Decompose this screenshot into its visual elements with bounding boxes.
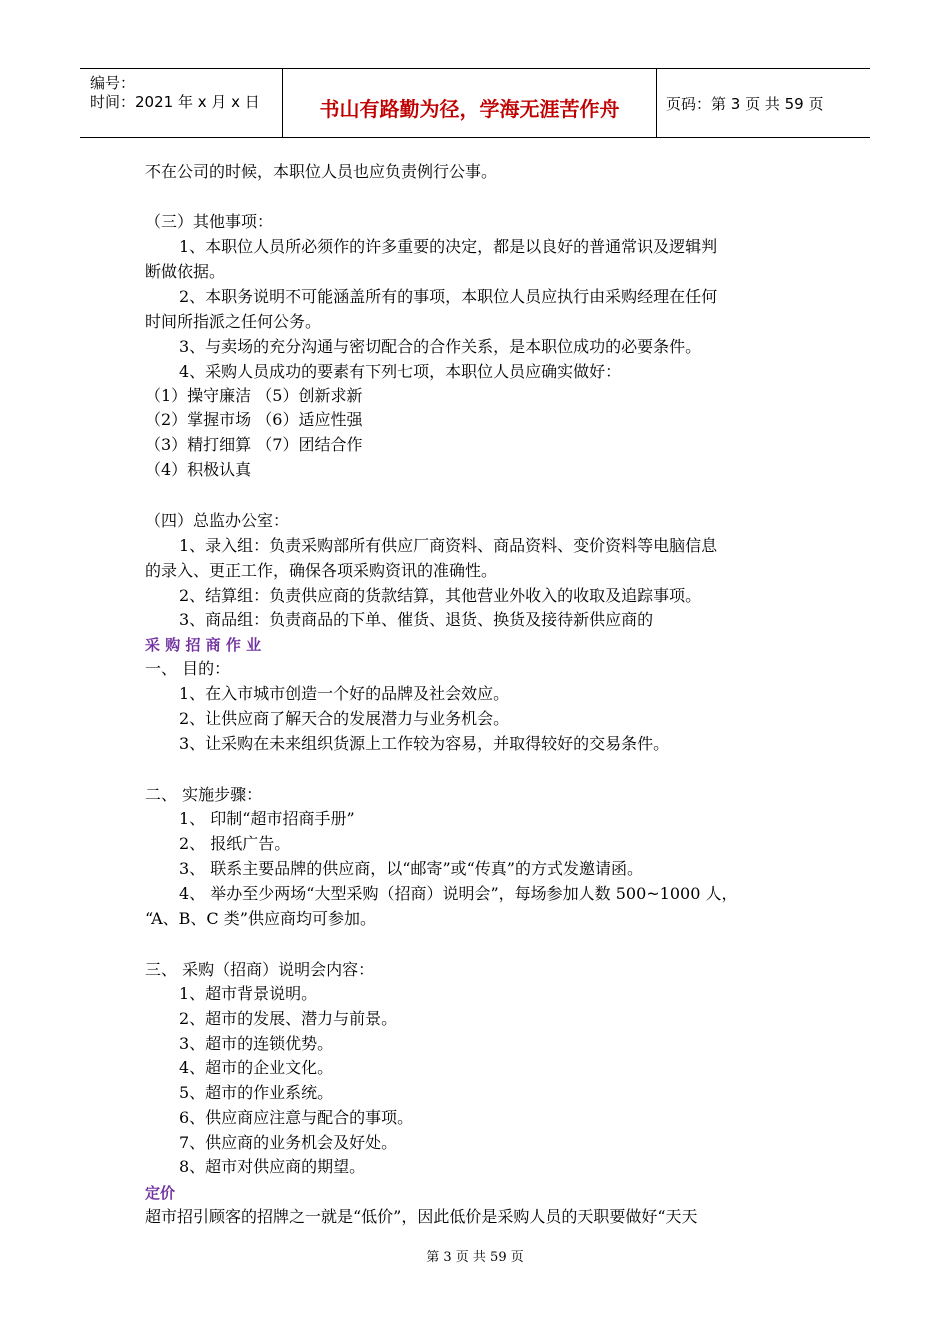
list-item: 2、 报纸广告。 xyxy=(179,834,291,853)
section-heading: （四）总监办公室： xyxy=(145,511,290,530)
page-footer: 第 3 页 共 59 页 xyxy=(426,1250,524,1265)
paragraph-line: 不在公司的时候，本职位人员也应负责例行公事。 xyxy=(145,162,498,181)
section-heading: 一、 目的： xyxy=(145,659,231,678)
list-item: 7、供应商的业务机会及好处。 xyxy=(179,1133,398,1152)
header-page-number: 页码：第 3 页 共 59 页 xyxy=(666,95,824,113)
list-item: 2、让供应商了解天合的发展潜力与业务机会。 xyxy=(179,709,510,728)
list-item: （4）积极认真 xyxy=(145,460,252,479)
document-time-label: 时间：2021 年 x 月 x 日 xyxy=(90,93,260,111)
paragraph-line: 3、商品组：负责商品的下单、催货、退货、换货及接待新供应商的 xyxy=(179,610,654,629)
section-heading: 三、 采购（招商）说明会内容： xyxy=(145,960,375,979)
paragraph-line: “A、B、C 类”供应商均可参加。 xyxy=(145,909,376,928)
list-item: 1、超市背景说明。 xyxy=(179,984,318,1003)
header-motto: 书山有路勤为径，学海无涯苦作舟 xyxy=(319,97,620,121)
paragraph-line: 时间所指派之任何公务。 xyxy=(145,312,322,331)
paragraph-line: 1、录入组：负责采购部所有供应厂商资料、商品资料、变价资料等电脑信息 xyxy=(179,536,718,555)
list-item: （2）掌握市场 （6）适应性强 xyxy=(145,410,363,429)
list-item: （3）精打细算 （7）团结合作 xyxy=(145,435,363,454)
section-heading: 二、 实施步骤： xyxy=(145,785,263,804)
chapter-heading: 定价 xyxy=(145,1184,176,1202)
paragraph-line: 2、结算组：负责供应商的货款结算，其他营业外收入的收取及追踪事项。 xyxy=(179,586,702,605)
list-item: 5、超市的作业系统。 xyxy=(179,1083,334,1102)
document-number-label: 编号： xyxy=(90,74,136,92)
paragraph-line: 断做依据。 xyxy=(145,262,226,281)
paragraph-line: 3、与卖场的充分沟通与密切配合的合作关系，是本职位成功的必要条件。 xyxy=(179,337,702,356)
list-item: 4、超市的企业文化。 xyxy=(179,1058,334,1077)
paragraph-line: 1、本职位人员所必须作的许多重要的决定，都是以良好的普通常识及逻辑判 xyxy=(179,237,718,256)
header-left-cell xyxy=(80,69,283,137)
list-item: 3、 联系主要品牌的供应商，以“邮寄”或“传真”的方式发邀请函。 xyxy=(179,859,643,878)
list-item: 1、在入市城市创造一个好的品牌及社会效应。 xyxy=(179,684,510,703)
list-item: 2、超市的发展、潜力与前景。 xyxy=(179,1009,398,1028)
paragraph-line: 超市招引顾客的招牌之一就是“低价”，因此低价是采购人员的天职要做好“天天 xyxy=(145,1207,698,1226)
chapter-heading: 采 购 招 商 作 业 xyxy=(145,636,262,654)
paragraph-line: 4、采购人员成功的要素有下列七项，本职位人员应确实做好： xyxy=(179,362,622,381)
header-middle-cell xyxy=(283,69,657,137)
list-item: 4、 举办至少两场“大型采购（招商）说明会”，每场参加人数 500~1000 人， xyxy=(179,884,738,903)
list-item: 3、让采购在未来组织货源上工作较为容易，并取得较好的交易条件。 xyxy=(179,734,670,753)
list-item: 6、供应商应注意与配合的事项。 xyxy=(179,1108,414,1127)
list-item: 1、 印制“超市招商手册” xyxy=(179,809,355,828)
list-item: 3、超市的连锁优势。 xyxy=(179,1034,334,1053)
page-header xyxy=(80,68,870,138)
list-item: 8、超市对供应商的期望。 xyxy=(179,1157,366,1176)
paragraph-line: 2、本职务说明不可能涵盖所有的事项，本职位人员应执行由采购经理在任何 xyxy=(179,287,718,306)
section-heading: （三）其他事项： xyxy=(145,212,274,231)
paragraph-line: 的录入、更正工作，确保各项采购资讯的准确性。 xyxy=(145,561,498,580)
list-item: （1）操守廉洁 （5）创新求新 xyxy=(145,386,363,405)
